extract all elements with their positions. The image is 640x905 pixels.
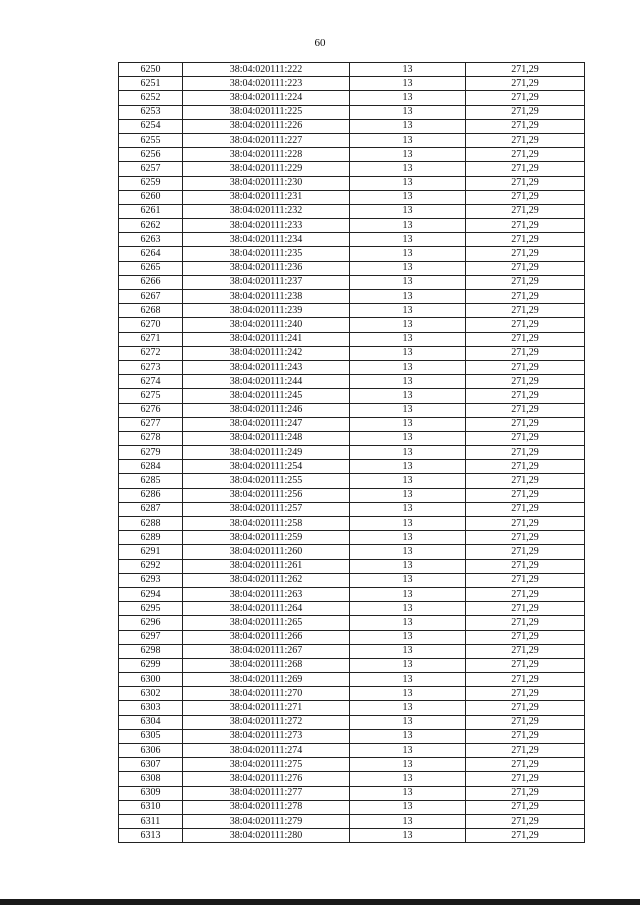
area-cell: 271,29 bbox=[466, 403, 585, 417]
value-cell: 13 bbox=[350, 460, 466, 474]
area-cell: 271,29 bbox=[466, 148, 585, 162]
cadastral-number-cell: 38:04:020111:242 bbox=[183, 346, 350, 360]
value-cell: 13 bbox=[350, 63, 466, 77]
value-cell: 13 bbox=[350, 332, 466, 346]
table-row bbox=[119, 701, 585, 715]
row-number-cell: 6309 bbox=[119, 786, 183, 800]
value-cell: 13 bbox=[350, 559, 466, 573]
area-cell: 271,29 bbox=[466, 105, 585, 119]
table-row bbox=[119, 318, 585, 332]
cadastral-number-cell: 38:04:020111:245 bbox=[183, 389, 350, 403]
row-number-cell: 6274 bbox=[119, 375, 183, 389]
value-cell: 13 bbox=[350, 275, 466, 289]
table-row bbox=[119, 290, 585, 304]
area-cell: 271,29 bbox=[466, 304, 585, 318]
area-cell: 271,29 bbox=[466, 545, 585, 559]
area-cell: 271,29 bbox=[466, 460, 585, 474]
table-row bbox=[119, 190, 585, 204]
row-number-cell: 6279 bbox=[119, 446, 183, 460]
table-row bbox=[119, 729, 585, 743]
row-number-cell: 6285 bbox=[119, 474, 183, 488]
value-cell: 13 bbox=[350, 800, 466, 814]
value-cell: 13 bbox=[350, 673, 466, 687]
area-cell: 271,29 bbox=[466, 687, 585, 701]
value-cell: 13 bbox=[350, 148, 466, 162]
value-cell: 13 bbox=[350, 587, 466, 601]
value-cell: 13 bbox=[350, 729, 466, 743]
row-number-cell: 6260 bbox=[119, 190, 183, 204]
cadastral-number-cell: 38:04:020111:246 bbox=[183, 403, 350, 417]
row-number-cell: 6265 bbox=[119, 261, 183, 275]
value-cell: 13 bbox=[350, 715, 466, 729]
table-row bbox=[119, 814, 585, 828]
value-cell: 13 bbox=[350, 119, 466, 133]
row-number-cell: 6272 bbox=[119, 346, 183, 360]
area-cell: 271,29 bbox=[466, 715, 585, 729]
area-cell: 271,29 bbox=[466, 502, 585, 516]
row-number-cell: 6307 bbox=[119, 758, 183, 772]
area-cell: 271,29 bbox=[466, 375, 585, 389]
row-number-cell: 6259 bbox=[119, 176, 183, 190]
cadastral-number-cell: 38:04:020111:269 bbox=[183, 673, 350, 687]
cadastral-number-cell: 38:04:020111:261 bbox=[183, 559, 350, 573]
row-number-cell: 6310 bbox=[119, 800, 183, 814]
value-cell: 13 bbox=[350, 602, 466, 616]
cadastral-number-cell: 38:04:020111:255 bbox=[183, 474, 350, 488]
row-number-cell: 6266 bbox=[119, 275, 183, 289]
table-row bbox=[119, 247, 585, 261]
cadastral-number-cell: 38:04:020111:247 bbox=[183, 417, 350, 431]
row-number-cell: 6299 bbox=[119, 658, 183, 672]
table-row bbox=[119, 261, 585, 275]
area-cell: 271,29 bbox=[466, 474, 585, 488]
table-row bbox=[119, 545, 585, 559]
row-number-cell: 6303 bbox=[119, 701, 183, 715]
area-cell: 271,29 bbox=[466, 204, 585, 218]
cadastral-number-cell: 38:04:020111:275 bbox=[183, 758, 350, 772]
area-cell: 271,29 bbox=[466, 431, 585, 445]
row-number-cell: 6287 bbox=[119, 502, 183, 516]
value-cell: 13 bbox=[350, 77, 466, 91]
value-cell: 13 bbox=[350, 616, 466, 630]
cadastral-number-cell: 38:04:020111:277 bbox=[183, 786, 350, 800]
table-row bbox=[119, 488, 585, 502]
value-cell: 13 bbox=[350, 204, 466, 218]
cadastral-number-cell: 38:04:020111:237 bbox=[183, 275, 350, 289]
area-cell: 271,29 bbox=[466, 602, 585, 616]
value-cell: 13 bbox=[350, 488, 466, 502]
area-cell: 271,29 bbox=[466, 190, 585, 204]
area-cell: 271,29 bbox=[466, 261, 585, 275]
area-cell: 271,29 bbox=[466, 559, 585, 573]
table-row bbox=[119, 105, 585, 119]
value-cell: 13 bbox=[350, 247, 466, 261]
row-number-cell: 6313 bbox=[119, 829, 183, 843]
row-number-cell: 6295 bbox=[119, 602, 183, 616]
cadastral-number-cell: 38:04:020111:271 bbox=[183, 701, 350, 715]
cadastral-number-cell: 38:04:020111:272 bbox=[183, 715, 350, 729]
area-cell: 271,29 bbox=[466, 176, 585, 190]
area-cell: 271,29 bbox=[466, 573, 585, 587]
cadastral-number-cell: 38:04:020111:249 bbox=[183, 446, 350, 460]
value-cell: 13 bbox=[350, 346, 466, 360]
cadastral-number-cell: 38:04:020111:263 bbox=[183, 587, 350, 601]
table-row bbox=[119, 573, 585, 587]
table-row bbox=[119, 417, 585, 431]
cadastral-number-cell: 38:04:020111:243 bbox=[183, 360, 350, 374]
table-row bbox=[119, 219, 585, 233]
table-row bbox=[119, 658, 585, 672]
value-cell: 13 bbox=[350, 502, 466, 516]
cadastral-number-cell: 38:04:020111:258 bbox=[183, 517, 350, 531]
value-cell: 13 bbox=[350, 758, 466, 772]
table-body bbox=[119, 63, 585, 843]
value-cell: 13 bbox=[350, 304, 466, 318]
value-cell: 13 bbox=[350, 360, 466, 374]
value-cell: 13 bbox=[350, 176, 466, 190]
table-row bbox=[119, 744, 585, 758]
value-cell: 13 bbox=[350, 573, 466, 587]
cadastral-number-cell: 38:04:020111:235 bbox=[183, 247, 350, 261]
value-cell: 13 bbox=[350, 375, 466, 389]
cadastral-number-cell: 38:04:020111:222 bbox=[183, 63, 350, 77]
cadastral-number-cell: 38:04:020111:227 bbox=[183, 133, 350, 147]
row-number-cell: 6308 bbox=[119, 772, 183, 786]
table-row bbox=[119, 332, 585, 346]
area-cell: 271,29 bbox=[466, 360, 585, 374]
value-cell: 13 bbox=[350, 687, 466, 701]
value-cell: 13 bbox=[350, 814, 466, 828]
value-cell: 13 bbox=[350, 318, 466, 332]
value-cell: 13 bbox=[350, 630, 466, 644]
cadastral-number-cell: 38:04:020111:239 bbox=[183, 304, 350, 318]
value-cell: 13 bbox=[350, 658, 466, 672]
area-cell: 271,29 bbox=[466, 758, 585, 772]
table-row bbox=[119, 502, 585, 516]
value-cell: 13 bbox=[350, 91, 466, 105]
table-row bbox=[119, 616, 585, 630]
area-cell: 271,29 bbox=[466, 673, 585, 687]
table-row bbox=[119, 403, 585, 417]
cadastral-number-cell: 38:04:020111:233 bbox=[183, 219, 350, 233]
row-number-cell: 6273 bbox=[119, 360, 183, 374]
row-number-cell: 6292 bbox=[119, 559, 183, 573]
cadastral-number-cell: 38:04:020111:240 bbox=[183, 318, 350, 332]
table-row bbox=[119, 431, 585, 445]
row-number-cell: 6276 bbox=[119, 403, 183, 417]
row-number-cell: 6293 bbox=[119, 573, 183, 587]
value-cell: 13 bbox=[350, 446, 466, 460]
value-cell: 13 bbox=[350, 389, 466, 403]
value-cell: 13 bbox=[350, 431, 466, 445]
area-cell: 271,29 bbox=[466, 630, 585, 644]
table-row bbox=[119, 275, 585, 289]
area-cell: 271,29 bbox=[466, 233, 585, 247]
row-number-cell: 6284 bbox=[119, 460, 183, 474]
area-cell: 271,29 bbox=[466, 417, 585, 431]
cadastral-number-cell: 38:04:020111:244 bbox=[183, 375, 350, 389]
value-cell: 13 bbox=[350, 829, 466, 843]
table-row bbox=[119, 91, 585, 105]
cadastral-number-cell: 38:04:020111:278 bbox=[183, 800, 350, 814]
cadastral-number-cell: 38:04:020111:273 bbox=[183, 729, 350, 743]
area-cell: 271,29 bbox=[466, 644, 585, 658]
row-number-cell: 6306 bbox=[119, 744, 183, 758]
area-cell: 271,29 bbox=[466, 658, 585, 672]
area-cell: 271,29 bbox=[466, 133, 585, 147]
area-cell: 271,29 bbox=[466, 446, 585, 460]
row-number-cell: 6298 bbox=[119, 644, 183, 658]
area-cell: 271,29 bbox=[466, 77, 585, 91]
cadastral-number-cell: 38:04:020111:267 bbox=[183, 644, 350, 658]
table-row bbox=[119, 77, 585, 91]
table-row bbox=[119, 715, 585, 729]
cadastral-number-cell: 38:04:020111:260 bbox=[183, 545, 350, 559]
area-cell: 271,29 bbox=[466, 290, 585, 304]
cadastral-number-cell: 38:04:020111:241 bbox=[183, 332, 350, 346]
cadastral-number-cell: 38:04:020111:257 bbox=[183, 502, 350, 516]
area-cell: 271,29 bbox=[466, 587, 585, 601]
row-number-cell: 6305 bbox=[119, 729, 183, 743]
row-number-cell: 6277 bbox=[119, 417, 183, 431]
table-row bbox=[119, 162, 585, 176]
cadastral-number-cell: 38:04:020111:279 bbox=[183, 814, 350, 828]
value-cell: 13 bbox=[350, 786, 466, 800]
table-row bbox=[119, 389, 585, 403]
cadastral-number-cell: 38:04:020111:229 bbox=[183, 162, 350, 176]
row-number-cell: 6250 bbox=[119, 63, 183, 77]
value-cell: 13 bbox=[350, 261, 466, 275]
area-cell: 271,29 bbox=[466, 786, 585, 800]
table-row bbox=[119, 176, 585, 190]
row-number-cell: 6251 bbox=[119, 77, 183, 91]
area-cell: 271,29 bbox=[466, 814, 585, 828]
value-cell: 13 bbox=[350, 105, 466, 119]
table-row bbox=[119, 346, 585, 360]
value-cell: 13 bbox=[350, 403, 466, 417]
table-row bbox=[119, 687, 585, 701]
cadastral-number-cell: 38:04:020111:228 bbox=[183, 148, 350, 162]
row-number-cell: 6300 bbox=[119, 673, 183, 687]
table-row bbox=[119, 800, 585, 814]
area-cell: 271,29 bbox=[466, 488, 585, 502]
value-cell: 13 bbox=[350, 517, 466, 531]
table-row bbox=[119, 630, 585, 644]
area-cell: 271,29 bbox=[466, 346, 585, 360]
row-number-cell: 6264 bbox=[119, 247, 183, 261]
row-number-cell: 6296 bbox=[119, 616, 183, 630]
value-cell: 13 bbox=[350, 219, 466, 233]
table-row bbox=[119, 829, 585, 843]
table-row bbox=[119, 133, 585, 147]
area-cell: 271,29 bbox=[466, 219, 585, 233]
value-cell: 13 bbox=[350, 233, 466, 247]
cadastral-number-cell: 38:04:020111:254 bbox=[183, 460, 350, 474]
table-row bbox=[119, 63, 585, 77]
table-row bbox=[119, 474, 585, 488]
table-row bbox=[119, 531, 585, 545]
table-row bbox=[119, 758, 585, 772]
area-cell: 271,29 bbox=[466, 531, 585, 545]
row-number-cell: 6253 bbox=[119, 105, 183, 119]
cadastral-number-cell: 38:04:020111:225 bbox=[183, 105, 350, 119]
table-row bbox=[119, 772, 585, 786]
cadastral-number-cell: 38:04:020111:280 bbox=[183, 829, 350, 843]
cadastral-number-cell: 38:04:020111:270 bbox=[183, 687, 350, 701]
row-number-cell: 6262 bbox=[119, 219, 183, 233]
value-cell: 13 bbox=[350, 744, 466, 758]
row-number-cell: 6252 bbox=[119, 91, 183, 105]
row-number-cell: 6288 bbox=[119, 517, 183, 531]
cadastral-number-cell: 38:04:020111:238 bbox=[183, 290, 350, 304]
cadastral-number-cell: 38:04:020111:265 bbox=[183, 616, 350, 630]
value-cell: 13 bbox=[350, 644, 466, 658]
row-number-cell: 6255 bbox=[119, 133, 183, 147]
value-cell: 13 bbox=[350, 701, 466, 715]
row-number-cell: 6311 bbox=[119, 814, 183, 828]
table-row bbox=[119, 460, 585, 474]
table-row bbox=[119, 204, 585, 218]
cadastral-number-cell: 38:04:020111:276 bbox=[183, 772, 350, 786]
table-row bbox=[119, 148, 585, 162]
area-cell: 271,29 bbox=[466, 772, 585, 786]
row-number-cell: 6261 bbox=[119, 204, 183, 218]
row-number-cell: 6254 bbox=[119, 119, 183, 133]
row-number-cell: 6294 bbox=[119, 587, 183, 601]
cadastral-number-cell: 38:04:020111:224 bbox=[183, 91, 350, 105]
row-number-cell: 6263 bbox=[119, 233, 183, 247]
area-cell: 271,29 bbox=[466, 119, 585, 133]
row-number-cell: 6270 bbox=[119, 318, 183, 332]
row-number-cell: 6268 bbox=[119, 304, 183, 318]
cadastral-number-cell: 38:04:020111:234 bbox=[183, 233, 350, 247]
table-row bbox=[119, 233, 585, 247]
value-cell: 13 bbox=[350, 133, 466, 147]
scan-edge-bar bbox=[0, 899, 640, 905]
area-cell: 271,29 bbox=[466, 616, 585, 630]
row-number-cell: 6267 bbox=[119, 290, 183, 304]
area-cell: 271,29 bbox=[466, 729, 585, 743]
row-number-cell: 6275 bbox=[119, 389, 183, 403]
registry-table bbox=[118, 62, 585, 843]
table-row bbox=[119, 587, 585, 601]
area-cell: 271,29 bbox=[466, 275, 585, 289]
value-cell: 13 bbox=[350, 474, 466, 488]
row-number-cell: 6271 bbox=[119, 332, 183, 346]
table-row bbox=[119, 644, 585, 658]
table-row bbox=[119, 119, 585, 133]
row-number-cell: 6302 bbox=[119, 687, 183, 701]
table-row bbox=[119, 360, 585, 374]
row-number-cell: 6278 bbox=[119, 431, 183, 445]
value-cell: 13 bbox=[350, 417, 466, 431]
row-number-cell: 6289 bbox=[119, 531, 183, 545]
value-cell: 13 bbox=[350, 162, 466, 176]
area-cell: 271,29 bbox=[466, 318, 585, 332]
cadastral-number-cell: 38:04:020111:226 bbox=[183, 119, 350, 133]
cadastral-number-cell: 38:04:020111:230 bbox=[183, 176, 350, 190]
value-cell: 13 bbox=[350, 190, 466, 204]
page-number: 60 bbox=[314, 37, 326, 49]
table-row bbox=[119, 559, 585, 573]
cadastral-number-cell: 38:04:020111:262 bbox=[183, 573, 350, 587]
area-cell: 271,29 bbox=[466, 517, 585, 531]
table-row bbox=[119, 446, 585, 460]
cadastral-number-cell: 38:04:020111:259 bbox=[183, 531, 350, 545]
table-row bbox=[119, 375, 585, 389]
area-cell: 271,29 bbox=[466, 63, 585, 77]
table-row bbox=[119, 304, 585, 318]
table-row bbox=[119, 673, 585, 687]
area-cell: 271,29 bbox=[466, 829, 585, 843]
value-cell: 13 bbox=[350, 290, 466, 304]
row-number-cell: 6286 bbox=[119, 488, 183, 502]
area-cell: 271,29 bbox=[466, 162, 585, 176]
cadastral-number-cell: 38:04:020111:236 bbox=[183, 261, 350, 275]
table-row bbox=[119, 602, 585, 616]
area-cell: 271,29 bbox=[466, 800, 585, 814]
cadastral-number-cell: 38:04:020111:264 bbox=[183, 602, 350, 616]
row-number-cell: 6304 bbox=[119, 715, 183, 729]
row-number-cell: 6257 bbox=[119, 162, 183, 176]
row-number-cell: 6256 bbox=[119, 148, 183, 162]
cadastral-number-cell: 38:04:020111:266 bbox=[183, 630, 350, 644]
cadastral-number-cell: 38:04:020111:256 bbox=[183, 488, 350, 502]
area-cell: 271,29 bbox=[466, 91, 585, 105]
area-cell: 271,29 bbox=[466, 744, 585, 758]
area-cell: 271,29 bbox=[466, 247, 585, 261]
area-cell: 271,29 bbox=[466, 332, 585, 346]
cadastral-number-cell: 38:04:020111:268 bbox=[183, 658, 350, 672]
area-cell: 271,29 bbox=[466, 701, 585, 715]
row-number-cell: 6297 bbox=[119, 630, 183, 644]
table-row bbox=[119, 786, 585, 800]
cadastral-number-cell: 38:04:020111:232 bbox=[183, 204, 350, 218]
table-row bbox=[119, 517, 585, 531]
area-cell: 271,29 bbox=[466, 389, 585, 403]
cadastral-number-cell: 38:04:020111:223 bbox=[183, 77, 350, 91]
cadastral-number-cell: 38:04:020111:231 bbox=[183, 190, 350, 204]
value-cell: 13 bbox=[350, 545, 466, 559]
row-number-cell: 6291 bbox=[119, 545, 183, 559]
value-cell: 13 bbox=[350, 772, 466, 786]
cadastral-number-cell: 38:04:020111:274 bbox=[183, 744, 350, 758]
value-cell: 13 bbox=[350, 531, 466, 545]
cadastral-number-cell: 38:04:020111:248 bbox=[183, 431, 350, 445]
